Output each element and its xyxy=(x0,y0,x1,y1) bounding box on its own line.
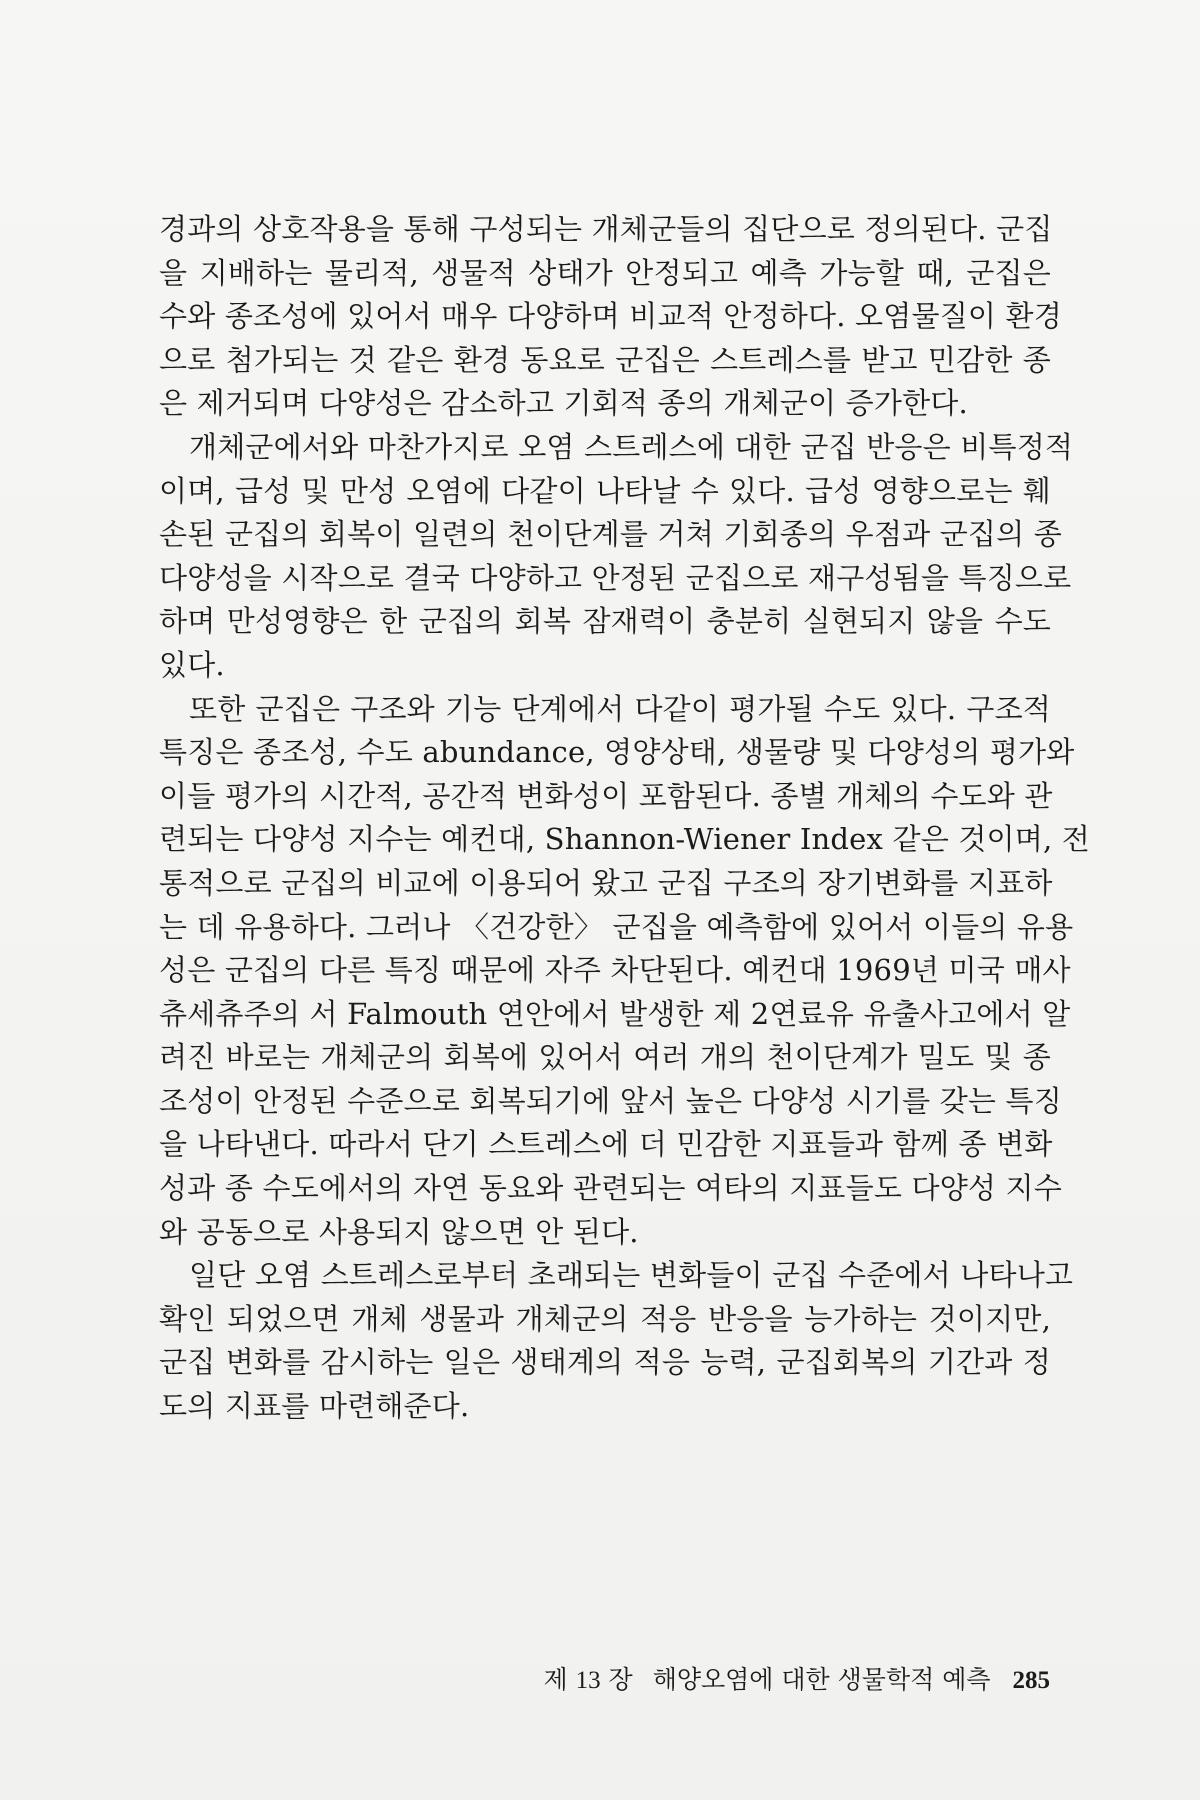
text-line: 하며 만성영향은 한 군집의 회복 잠재력이 충분히 실현되지 않을 수도 xyxy=(159,604,1051,639)
text-line: 또한 군집은 구조와 기능 단계에서 다같이 평가될 수도 있다. 구조적 xyxy=(189,691,1051,726)
text-line: 을 지배하는 물리적, 생물적 상태가 안정되고 예측 가능할 때, 군집은 xyxy=(159,255,1051,290)
body-text xyxy=(159,208,1091,1429)
chapter-prefix: 제 xyxy=(543,1665,568,1694)
text-line: 통적으로 군집의 비교에 이용되어 왔고 군집 구조의 장기변화를 지표하 xyxy=(159,865,1053,900)
chapter-title: 해양오염에 대한 생물학적 예측 xyxy=(652,1665,991,1694)
text-line: 는 데 유용하다. 그러나 〈건강한〉 군집을 예측함에 있어서 이들의 유용 xyxy=(159,909,1074,944)
chapter-suffix: 장 xyxy=(608,1665,633,1694)
chapter-number: 13 xyxy=(575,1667,601,1694)
page-number: 285 xyxy=(1012,1667,1050,1694)
text-line: 성은 군집의 다른 특징 때문에 자주 차단된다. 예컨대 1969년 미국 매사 xyxy=(159,953,1071,988)
text-line: 와 공동으로 사용되지 않으면 안 된다. xyxy=(159,1214,639,1249)
text-line: 도의 지표를 마련해준다. xyxy=(159,1389,470,1424)
text-line: 이며, 급성 및 만성 오염에 다같이 나타날 수 있다. 급성 영향으로는 훼 xyxy=(159,473,1051,508)
text-line: 려진 바로는 개체군의 회복에 있어서 여러 개의 천이단계가 밀도 및 종 xyxy=(159,1040,1051,1075)
text-line: 다양성을 시작으로 결국 다양하고 안정된 군집으로 재구성됨을 특징으로 xyxy=(159,560,1072,595)
text-line: 은 제거되며 다양성은 감소하고 기회적 종의 개체군이 증가한다. xyxy=(159,386,968,421)
text-line: 성과 종 수도에서의 자연 동요와 관련되는 여타의 지표들도 다양성 지수 xyxy=(159,1171,1062,1206)
text-line: 경과의 상호작용을 통해 구성되는 개체군들의 집단으로 정의된다. 군집 xyxy=(159,212,1053,246)
text-line: 개체군에서와 마찬가지로 오염 스트레스에 대한 군집 반응은 비특정적 xyxy=(189,429,1074,464)
text-line: 조성이 안정된 수준으로 회복되기에 앞서 높은 다양성 시기를 갖는 특징 xyxy=(159,1083,1062,1118)
chapter-label xyxy=(543,1660,632,1696)
text-line: 있다. xyxy=(159,647,225,682)
text-line: 을 나타낸다. 따라서 단기 스트레스에 더 민감한 지표들과 함께 종 변화 xyxy=(159,1127,1053,1162)
text-line: 이들 평가의 시간적, 공간적 변화성이 포함된다. 종별 개체의 수도와 관 xyxy=(159,778,1053,813)
text-line: 특징은 종조성, 수도 abundance, 영양상태, 생물량 및 다양성의 평가와 xyxy=(159,735,1075,770)
text-line: 손된 군집의 회복이 일련의 천이단계를 거쳐 기회종의 우점과 군집의 종 xyxy=(159,517,1062,552)
running-footer xyxy=(468,1660,1050,1696)
text-line: 수와 종조성에 있어서 매우 다양하며 비교적 안정하다. 오염물질이 환경 xyxy=(159,299,1062,334)
text-line: 으로 첨가되는 것 같은 환경 동요로 군집은 스트레스를 받고 민감한 종 xyxy=(159,342,1051,377)
text-line: 일단 오염 스트레스로부터 초래되는 변화들이 군집 수준에서 나타나고 xyxy=(189,1258,1074,1293)
text-line: 군집 변화를 감시하는 일은 생태계의 적응 능력, 군집회복의 기간과 정 xyxy=(159,1345,1051,1380)
text-line: 츄세츄주의 서 Falmouth 연안에서 발생한 제 2연료유 유출사고에서 알 xyxy=(159,996,1071,1031)
text-line: 련되는 다양성 지수는 예컨대, Shannon-Wiener Index 같은 것이며, 전 xyxy=(159,822,1091,857)
text-line: 확인 되었으면 개체 생물과 개체군의 적응 반응을 능가하는 것이지만, xyxy=(159,1301,1051,1336)
